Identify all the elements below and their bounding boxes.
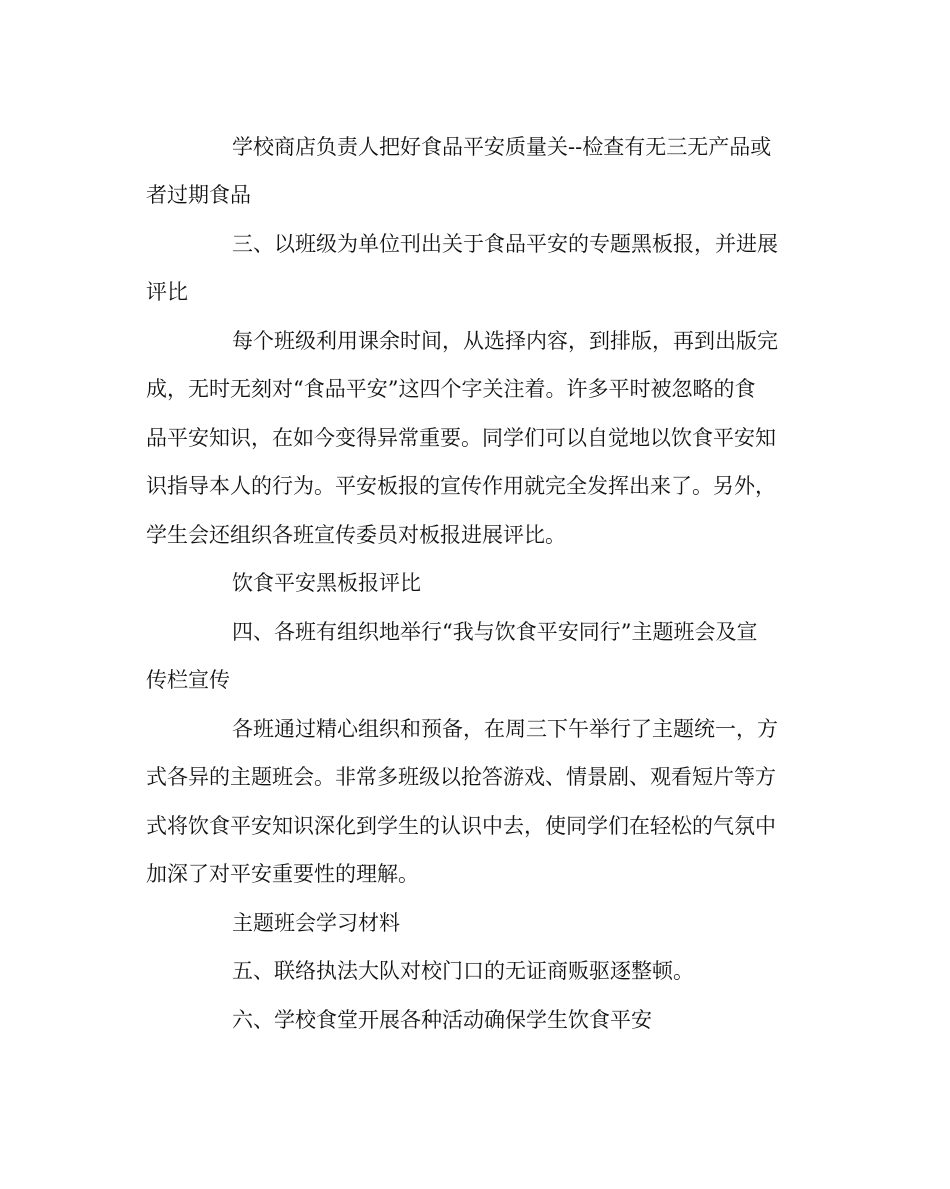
caption-line: 主题班会学习材料 <box>232 911 400 935</box>
section-heading-three-cont: 评比 <box>146 280 188 304</box>
section-heading-six: 六、学校食堂开展各种活动确保学生饮食平安 <box>232 1008 652 1032</box>
paragraph-line: 者过期食品 <box>146 183 251 207</box>
paragraph-line: 识指导本人的行为。平安板报的宣传作用就完全发挥出来了。另外， <box>146 474 776 498</box>
paragraph-line: 学校商店负责人把好食品平安质量关--检查有无三无产品或 <box>232 135 772 159</box>
paragraph-line: 各班通过精心组织和预备，在周三下午举行了主题统一，方 <box>232 717 778 741</box>
section-heading-five: 五、联络执法大队对校门口的无证商贩驱逐整顿。 <box>232 959 694 983</box>
caption-line: 饮食平安黑板报评比 <box>232 571 421 595</box>
section-heading-three: 三、以班级为单位刊出关于食品平安的专题黑板报，并进展 <box>232 232 778 256</box>
section-heading-four: 四、各班有组织地举行“我与饮食平安同行”主题班会及宣 <box>232 620 758 644</box>
paragraph-line: 学生会还组织各班宣传委员对板报进展评比。 <box>146 523 566 547</box>
paragraph-line: 每个班级利用课余时间，从选择内容，到排版，再到出版完 <box>232 329 778 353</box>
paragraph-line: 成，无时无刻对“食品平安”这四个字关注着。许多平时被忽略的食 <box>146 377 756 401</box>
paragraph-line: 加深了对平安重要性的理解。 <box>146 862 419 886</box>
paragraph-line: 式各异的主题班会。非常多班级以抢答游戏、情景剧、观看短片等方 <box>146 765 776 789</box>
paragraph-line: 式将饮食平安知识深化到学生的认识中去，使同学们在轻松的气氛中 <box>146 814 776 838</box>
section-heading-four-cont: 传栏宣传 <box>146 668 230 692</box>
paragraph-line: 品平安知识，在如今变得异常重要。同学们可以自觉地以饮食平安知 <box>146 426 776 450</box>
